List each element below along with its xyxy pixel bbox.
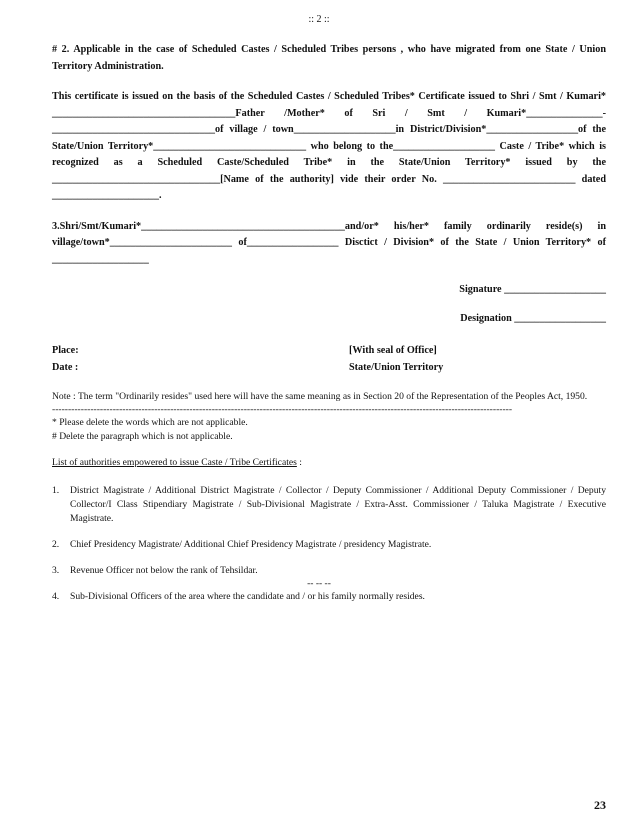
note-divider: ------------------------------------------------------------------------------------------------------------------------------------------------ — [52, 404, 513, 415]
list-item — [52, 484, 606, 526]
note-text: Note : The term "Ordinarily resides" used here will have the same meaning as in Section 20 of the Representation of the Peoples Act, 1950. — [52, 391, 588, 402]
authorities-title — [52, 456, 606, 470]
authorities-title-text: List of authorities empowered to issue Caste / Tribe Certificates — [52, 457, 297, 468]
page-number: 23 — [594, 798, 606, 812]
section-3-body: 3.Shri/Smt/Kumari*________________________________________and/or* his/her* family ordinarily reside(s) in village/town*________________________ of__________________ Disctict / Division* of the State / Union Territory* of ___________________ — [52, 220, 606, 265]
designation-line: Designation __________________ — [460, 312, 606, 324]
list-item-number: 3. — [52, 565, 60, 576]
list-item-text: Chief Presidency Magistrate/ Additional Chief Presidency Magistrate / presidency Magistrate. — [70, 539, 432, 550]
list-item — [52, 590, 606, 604]
list-item-text: District Magistrate / Additional District Magistrate / Collector / Deputy Commissioner / Additional Deputy Commissioner / Deputy Collector/I Class Stipendiary Magistrate / Sub-Divisional Magistrate / Extra-Asst. Commissioner / Taluka Magistrate / Executive Magistrate. — [70, 485, 606, 524]
page-marker: :: 2 :: — [308, 14, 330, 25]
star-note: * Please delete the words which are not applicable. — [52, 417, 248, 428]
date-label: Date : — [52, 361, 79, 373]
section-2-heading: # 2. Applicable in the case of Scheduled Castes / Scheduled Tribes persons , who have migrated from one State / Union Territory Administration. — [52, 44, 606, 72]
seal-label: [With seal of Office] — [349, 345, 437, 356]
place-label: Place: — [52, 345, 79, 356]
list-item-number: 1. — [52, 485, 60, 496]
state-label: State/Union Territory — [349, 361, 444, 373]
end-mark: -- -- -- — [307, 579, 331, 589]
date-row — [52, 360, 606, 377]
place-row — [52, 343, 606, 360]
list-item-text: Revenue Officer not below the rank of Tehsildar. — [70, 565, 258, 576]
certificate-body — [52, 42, 606, 616]
section-2-body: This certificate is issued on the basis of the Scheduled Castes / Scheduled Tribes* Certificate issued to Shri / Smt / Kumari* ____________________________________Father /Mother* of Sri / Smt / Kumari*_______________-________________________________of village / town____________________in District/Division*__________________of the State/Union Territory*______________________________ who belong to the____________________ Caste / Tribe* which is recognized as a Scheduled Caste/Scheduled Tribe* in the State/Union Territory* issued by the _________________________________[Name of the authority] vide their order No. __________________________ dated _____________________. — [52, 91, 606, 201]
list-item-number: 2. — [52, 539, 60, 550]
signature-line: Signature ____________________ — [459, 284, 606, 295]
list-item-text: Sub-Divisional Officers of the area where the candidate and / or his family normally resides. — [70, 591, 425, 602]
hash-note: # Delete the paragraph which is not applicable. — [52, 431, 233, 442]
list-item — [52, 538, 606, 552]
list-item — [52, 564, 606, 578]
list-item-number: 4. — [52, 591, 60, 602]
authorities-title-suffix: : — [296, 457, 302, 468]
